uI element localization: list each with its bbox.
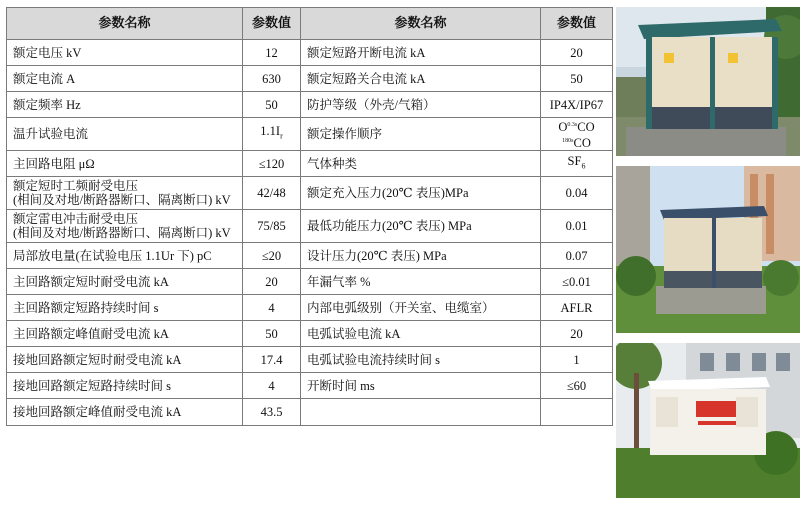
param-name-right: 额定操作顺序: [301, 118, 541, 151]
param-value-left: 75/85: [243, 210, 301, 243]
table-row: [7, 399, 613, 426]
table-row: [7, 151, 613, 177]
op-seq-t2: 180s: [562, 138, 574, 145]
param-value-left: ≤120: [243, 151, 301, 177]
param-name-right: 电弧试验电流持续时间 s: [301, 347, 541, 373]
table-row: [7, 243, 613, 269]
param-value-right: AFLR: [541, 295, 613, 321]
param-value-right: 20: [541, 40, 613, 66]
table-row: [7, 321, 613, 347]
param-name-left: 额定频率 Hz: [7, 92, 243, 118]
param-name-right: [301, 399, 541, 426]
sf6-sub: 6: [581, 161, 586, 171]
substation-photo-2: [616, 166, 800, 333]
param-name-left: 接地回路额定短路持续时间 s: [7, 373, 243, 399]
header-param-value-left: 参数值: [243, 8, 301, 40]
param-value-right: 0.01: [541, 210, 613, 243]
temp-rise-base: 1.1I: [260, 124, 281, 139]
param-name-left: 额定雷电冲击耐受电压 (相间及对地/断路器断口、隔离断口) kV: [7, 210, 243, 243]
substation-photo-3: [616, 343, 800, 498]
param-value-left: 50: [243, 92, 301, 118]
op-seq-co2: CO: [573, 136, 591, 151]
op-seq-line-2: [547, 134, 606, 150]
table-row: [7, 66, 613, 92]
table-row: [7, 347, 613, 373]
sf6-base: SF: [567, 154, 582, 169]
header-param-name-right: 参数名称: [301, 8, 541, 40]
param-name-left: 接地回路额定峰值耐受电流 kA: [7, 399, 243, 426]
param-value-right: [541, 118, 613, 151]
param-value-left: [243, 118, 301, 151]
param-name-right: 气体种类: [301, 151, 541, 177]
param-value-right: IP4X/IP67: [541, 92, 613, 118]
param-name-right: 防护等级（外壳/气箱）: [301, 92, 541, 118]
param-value-left: 4: [243, 373, 301, 399]
table-row: [7, 177, 613, 210]
header-param-value-right: 参数值: [541, 8, 613, 40]
temp-rise-sub: r: [280, 131, 283, 141]
param-value-left: ≤20: [243, 243, 301, 269]
param-name-right: 额定充入压力(20℃ 表压)MPa: [301, 177, 541, 210]
param-value-right: 50: [541, 66, 613, 92]
param-name-right: 内部电弧级别（开关室、电缆室）: [301, 295, 541, 321]
table-row: [7, 92, 613, 118]
param-value-right: ≤60: [541, 373, 613, 399]
param-value-right: [541, 399, 613, 426]
param-name-left: 主回路电阻 μΩ: [7, 151, 243, 177]
param-name-right: 设计压力(20℃ 表压) MPa: [301, 243, 541, 269]
param-name-left: 额定电流 A: [7, 66, 243, 92]
param-value-right: 1: [541, 347, 613, 373]
param-value-left: 17.4: [243, 347, 301, 373]
op-seq-o: O: [558, 120, 568, 135]
param-name-left: 接地回路额定短时耐受电流 kA: [7, 347, 243, 373]
table-header-row: [7, 8, 613, 40]
param-name-left: 主回路额定短时耐受电流 kA: [7, 269, 243, 295]
spec-table: [6, 7, 613, 426]
table-row: [7, 210, 613, 243]
param-name-right: 额定短路开断电流 kA: [301, 40, 541, 66]
param-value-left: 12: [243, 40, 301, 66]
param-name-left: 温升试验电流: [7, 118, 243, 151]
param-value-right: ≤0.01: [541, 269, 613, 295]
param-value-left: 20: [243, 269, 301, 295]
table-row: [7, 40, 613, 66]
param-value-left: 42/48: [243, 177, 301, 210]
table-row: [7, 118, 613, 151]
op-seq-t1: 0.3s: [567, 122, 578, 128]
param-name-right: 电弧试验电流 kA: [301, 321, 541, 347]
param-name-right: 最低功能压力(20℃ 表压) MPa: [301, 210, 541, 243]
header-param-name-left: 参数名称: [7, 8, 243, 40]
table-row: [7, 373, 613, 399]
param-value-left: 630: [243, 66, 301, 92]
param-value-left: 4: [243, 295, 301, 321]
param-value-right: 20: [541, 321, 613, 347]
param-value-right: [541, 151, 613, 177]
op-seq-line-1: [547, 118, 606, 134]
param-value-right: 0.04: [541, 177, 613, 210]
param-name-left: 局部放电量(在试验电压 1.1Ur 下) pC: [7, 243, 243, 269]
param-name-left: 额定短时工频耐受电压 (相间及对地/断路器断口、隔离断口) kV: [7, 177, 243, 210]
param-name-left: 主回路额定短路持续时间 s: [7, 295, 243, 321]
table-row: [7, 269, 613, 295]
substation-photo-1: [616, 7, 800, 156]
param-name-left: 主回路额定峰值耐受电流 kA: [7, 321, 243, 347]
table-row: [7, 295, 613, 321]
op-seq-co1: CO: [577, 120, 595, 135]
param-name-right: 开断时间 ms: [301, 373, 541, 399]
param-name-right: 额定短路关合电流 kA: [301, 66, 541, 92]
param-value-right: 0.07: [541, 243, 613, 269]
param-value-left: 43.5: [243, 399, 301, 426]
param-value-left: 50: [243, 321, 301, 347]
param-name-right: 年漏气率 %: [301, 269, 541, 295]
param-name-left: 额定电压 kV: [7, 40, 243, 66]
